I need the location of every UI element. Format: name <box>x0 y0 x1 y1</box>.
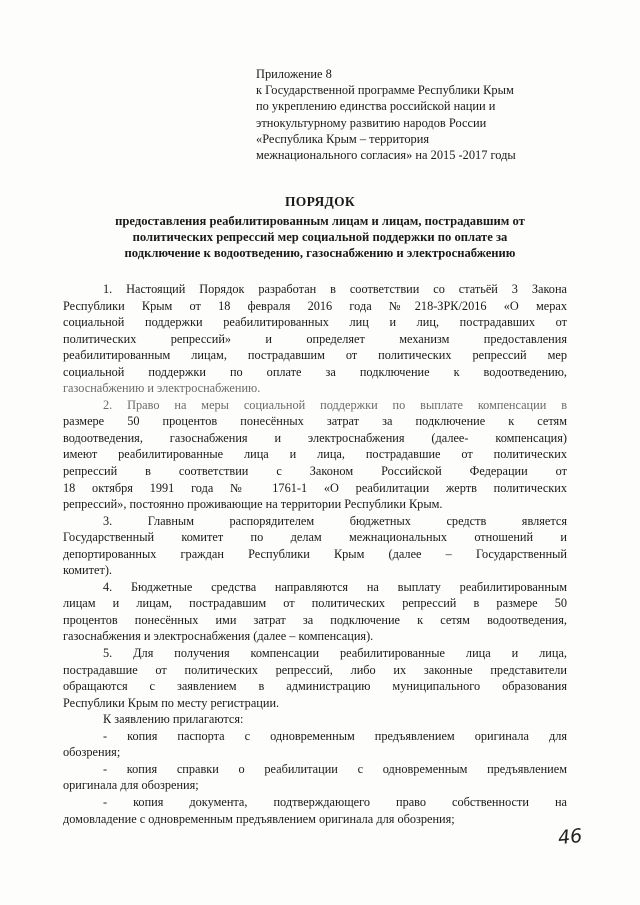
handwritten-page-number: 46 <box>556 824 584 850</box>
appendix-line: по укреплению единства российской нации и <box>256 99 496 114</box>
body-line: 5. Для получения компенсации реабилитированные лица и лица, <box>103 646 567 661</box>
body-line: реабилитированным лицам, пострадавшим от политических репрессий мер <box>63 348 567 363</box>
body-line: комитет). <box>63 563 113 578</box>
body-line: репрессий в соответствии с Законом Российской Федерации от <box>63 464 567 479</box>
body-line: социальной поддержки реабилитированных лиц и лиц, пострадавших от <box>63 315 567 330</box>
appendix-line: к Государственной программе Республики Крым <box>256 83 514 98</box>
body-line: - копия паспорта с одновременным предъявлением оригинала для <box>103 728 567 743</box>
body-line: репрессий», постоянно проживающие на территории Республики Крым. <box>63 497 443 512</box>
body-line: социальной поддержки по оплате за подключение к водоотведению, <box>63 364 567 379</box>
body-line: Республики Крым от 18 февраля 2016 года №218-ЗРК/2016 «О мерах <box>63 298 567 313</box>
body-line: - копия документа, подтверждающего право собственности на <box>103 794 567 809</box>
body-line: Республики Крым по месту регистрации. <box>63 695 280 710</box>
body-line: депортированных граждан Республики Крым (далее – Государственный <box>63 546 567 561</box>
body-line: 1. Настоящий Порядок разработан в соответствии со статьёй 3 Закона <box>103 282 567 296</box>
body-line: политических репрессий» и определяет механизм предоставления <box>63 331 567 346</box>
document-title: ПОРЯДОК <box>284 194 355 209</box>
body-line: оригинала для обозрения; <box>63 778 199 793</box>
body-line: имеют реабилитированные лица и лица, пострадавшие от политических <box>63 447 567 462</box>
body-line: 3. Главным распорядителем бюджетных средств является <box>103 513 567 528</box>
body-line: К заявлению прилагаются: <box>103 712 244 727</box>
body-line: водоотведения, газоснабжения и электроснабжения (далее- компенсация) <box>63 430 567 445</box>
appendix-line: Приложение 8 <box>256 67 332 81</box>
appendix-line: этнокультурному развитию народов России <box>256 115 487 130</box>
subtitle-line: подключение к водоотведению, газоснабжению и электроснабжению <box>124 246 516 261</box>
document-body <box>63 281 567 827</box>
subtitle-line: политических репрессий мер социальной поддержки по оплате за <box>132 230 508 245</box>
body-line: обращаются с заявлением в администрацию муниципального образования <box>63 679 567 694</box>
subtitle-line: предоставления реабилитированным лицам и лицам, пострадавшим от <box>115 214 525 228</box>
body-line: пострадавшие от политических репрессий, либо их законные представители <box>63 662 567 677</box>
body-line: газоснабжению и электроснабжению. <box>63 381 261 396</box>
body-line: 2. Право на меры социальной поддержки по выплате компенсации в <box>103 397 567 412</box>
body-line: 4. Бюджетные средства направляются на выплату реабилитированным <box>103 579 567 594</box>
body-line: Государственный комитет по делам межнациональных отношений и <box>63 530 567 545</box>
body-line: лицам и лицам, пострадавшим от политических репрессий в размере 50 <box>63 596 567 611</box>
appendix-line: межнационального согласия» на 2015 -2017 годы <box>256 148 516 163</box>
body-line: 18 октября 1991 года № 1761-1 «О реабилитации жертв политических <box>63 480 567 495</box>
body-line: - копия справки о реабилитации с одновременным предъявлением <box>103 761 567 776</box>
body-line: домовладение с одновременным предъявлением оригинала для обозрения; <box>63 811 455 826</box>
appendix-header <box>256 66 586 163</box>
body-line: обозрения; <box>63 745 121 760</box>
body-line: процентов понесённых ими затрат за подключение к сетям водоотведения, <box>63 612 567 627</box>
body-line: размере 50 процентов понесённых затрат за подключение к сетям <box>63 414 567 429</box>
document-subtitle <box>60 213 580 262</box>
appendix-line: «Республика Крым – территория <box>256 131 430 146</box>
body-line: газоснабжения и электроснабжения (далее – компенсация). <box>63 629 374 644</box>
